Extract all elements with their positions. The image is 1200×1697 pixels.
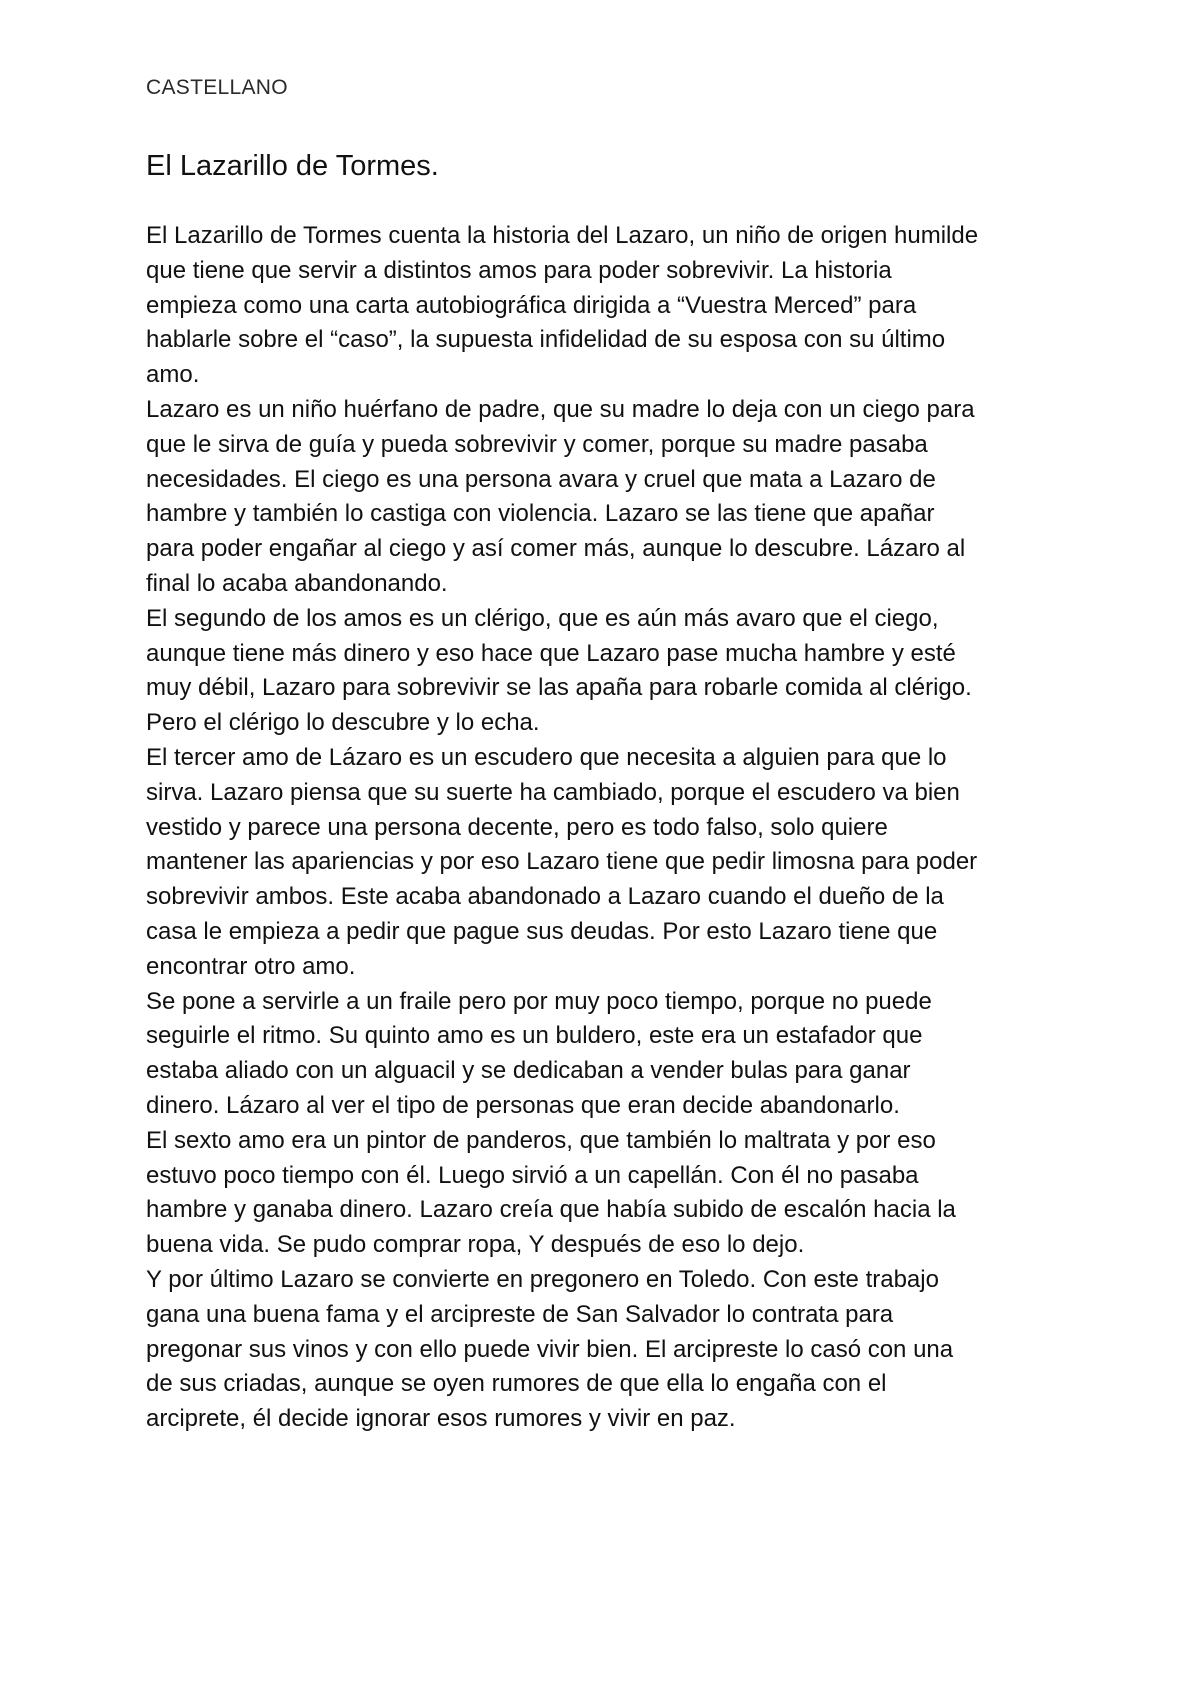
body-line: El segundo de los amos es un clérigo, que es aún más avaro que el ciego,	[146, 604, 939, 632]
body-line: arciprete, él decide ignorar esos rumores y vivir en paz.	[146, 1405, 736, 1433]
subject-header: CASTELLANO	[146, 76, 288, 99]
body-line: encontrar otro amo.	[146, 952, 356, 980]
body-line: sobrevivir ambos. Este acaba abandonado a Lazaro cuando el dueño de la	[146, 883, 944, 911]
body-line: estuvo poco tiempo con él. Luego sirvió a un capellán. Con él no pasaba	[146, 1161, 919, 1189]
body-line: Lazaro es un niño huérfano de padre, que su madre lo deja con un ciego para	[146, 395, 975, 423]
body-line: empieza como una carta autobiográfica dirigida a “Vuestra Merced” para	[146, 291, 917, 319]
body-line: estaba aliado con un alguacil y se dedicaban a vender bulas para ganar	[146, 1057, 911, 1085]
body-line: buena vida. Se pudo comprar ropa, Y después de eso lo dejo.	[146, 1231, 805, 1259]
body-line: vestido y parece una persona decente, pero es todo falso, solo quiere	[146, 813, 888, 841]
body-line: Se pone a servirle a un fraile pero por muy poco tiempo, porque no puede	[146, 987, 932, 1015]
body-line: sirva. Lazaro piensa que su suerte ha cambiado, porque el escudero va bien	[146, 778, 960, 806]
body-line: para poder engañar al ciego y así comer más, aunque lo descubre. Lázaro al	[146, 535, 966, 563]
body-line: El tercer amo de Lázaro es un escudero que necesita a alguien para que lo	[146, 743, 947, 771]
body-line: que tiene que servir a distintos amos para poder sobrevivir. La historia	[146, 256, 892, 284]
document-body	[146, 219, 1086, 1437]
body-line: seguirle el ritmo. Su quinto amo es un buldero, este era un estafador que	[146, 1022, 923, 1050]
body-line: gana una buena fama y el arcipreste de San Salvador lo contrata para	[146, 1300, 894, 1328]
body-line: que le sirva de guía y pueda sobrevivir y comer, porque su madre pasaba	[146, 430, 928, 458]
body-line: hablarle sobre el “caso”, la supuesta infidelidad de su esposa con su último	[146, 326, 946, 354]
body-line: hambre y también lo castiga con violencia. Lazaro se las tiene que apañar	[146, 500, 935, 528]
body-line: mantener las apariencias y por eso Lazaro tiene que pedir limosna para poder	[146, 848, 978, 876]
body-line: final lo acaba abandonando.	[146, 569, 448, 597]
body-line: El sexto amo era un pintor de panderos, que también lo maltrata y por eso	[146, 1126, 936, 1154]
body-line: Y por último Lazaro se convierte en pregonero en Toledo. Con este trabajo	[146, 1265, 939, 1293]
body-line: casa le empieza a pedir que pague sus deudas. Por esto Lazaro tiene que	[146, 917, 938, 945]
body-line: Pero el clérigo lo descubre y lo echa.	[146, 709, 540, 737]
body-line: dinero. Lázaro al ver el tipo de personas que eran decide abandonarlo.	[146, 1091, 900, 1119]
document-title: El Lazarillo de Tormes.	[146, 150, 439, 182]
body-line: aunque tiene más dinero y eso hace que Lazaro pase mucha hambre y esté	[146, 639, 956, 667]
body-line: de sus criadas, aunque se oyen rumores de que ella lo engaña con el	[146, 1370, 887, 1398]
body-line: hambre y ganaba dinero. Lazaro creía que había subido de escalón hacia la	[146, 1196, 956, 1224]
body-line: pregonar sus vinos y con ello puede vivir bien. El arcipreste lo casó con una	[146, 1335, 954, 1363]
body-line: El Lazarillo de Tormes cuenta la historia del Lazaro, un niño de origen humilde	[146, 222, 979, 249]
body-line: necesidades. El ciego es una persona avara y cruel que mata a Lazaro de	[146, 465, 936, 493]
body-line: muy débil, Lazaro para sobrevivir se las apaña para robarle comida al clérigo.	[146, 674, 972, 702]
body-line: amo.	[146, 361, 200, 389]
